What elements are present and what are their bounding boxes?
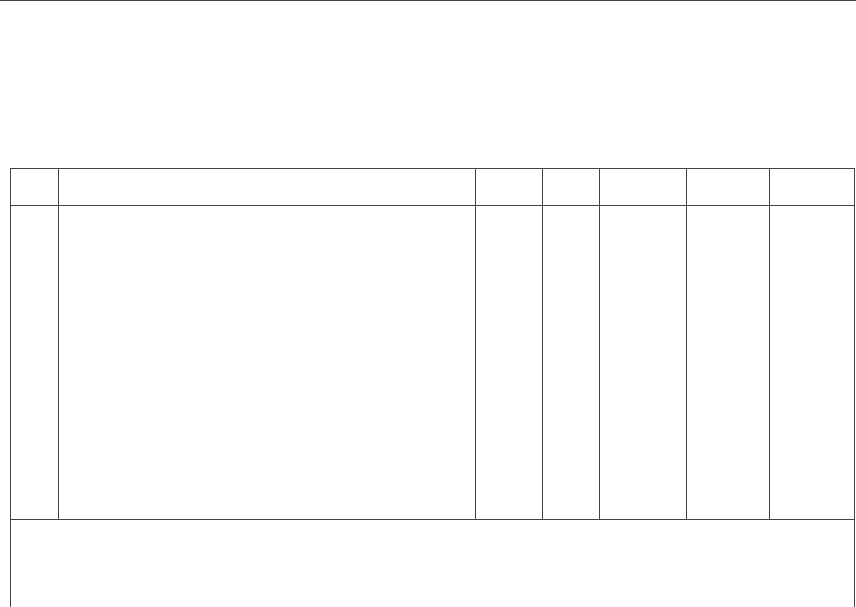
column-divider [542, 169, 543, 519]
column-divider [475, 169, 476, 519]
items-table [10, 168, 855, 520]
totals-section [10, 520, 855, 607]
table-header [11, 169, 854, 206]
column-divider [599, 169, 600, 519]
header-price [599, 169, 683, 205]
column-divider [769, 169, 770, 519]
header-qty [542, 169, 596, 205]
column-divider [686, 169, 687, 519]
column-divider [58, 169, 59, 519]
top-border [0, 0, 856, 1]
header-vat [769, 169, 853, 205]
header-value [686, 169, 766, 205]
